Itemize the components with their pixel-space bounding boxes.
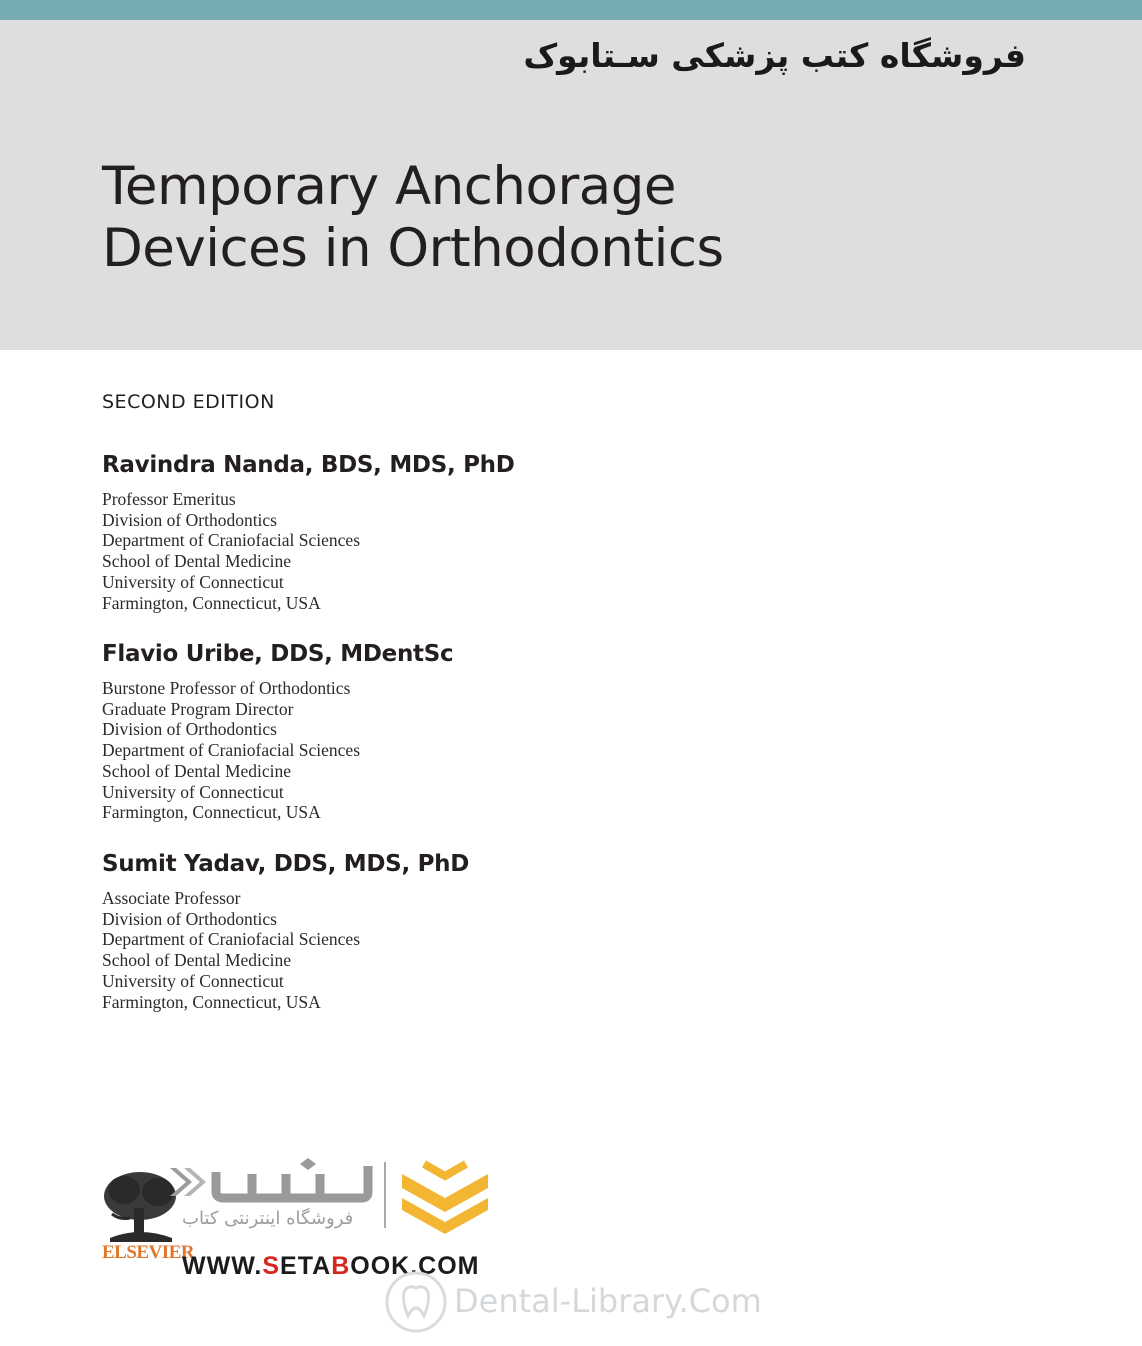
affiliation-line: School of Dental Medicine: [102, 950, 292, 971]
affiliation-line: Division of Orthodontics: [102, 509, 277, 530]
edition-label: SECOND EDITION: [102, 391, 275, 413]
book-title: [102, 156, 724, 280]
setabook-wordmark-icon: [166, 1158, 376, 1208]
affiliation-line: Burstone Professor of Orthodontics: [102, 678, 351, 698]
author-block-3: [102, 850, 469, 1012]
url-part-red: B: [331, 1252, 351, 1280]
affiliation-line: Department of Craniofacial Sciences: [102, 530, 361, 551]
affiliation-line: Division of Orthodontics: [102, 908, 277, 929]
affiliation-line: Associate Professor: [102, 888, 241, 908]
author-block-1: [102, 451, 515, 613]
store-name-persian: فروشگاه کتب پزشکی سـتابوک: [523, 36, 1026, 75]
affiliation-line: Department of Craniofacial Sciences: [102, 740, 361, 761]
author-name: Sumit Yadav, DDS, MDS, PhD: [102, 851, 470, 877]
book-title-line-2: Devices in Orthodontics: [102, 218, 724, 279]
logo-divider: [384, 1162, 386, 1228]
book-title-line-1: Temporary Anchorage: [102, 156, 676, 217]
dental-library-watermark: Dental-Library.Com: [454, 1282, 762, 1320]
url-part-red: S: [262, 1252, 281, 1280]
affiliation-line: Division of Orthodontics: [102, 719, 277, 740]
affiliation-line: University of Connecticut: [102, 970, 284, 991]
author-block-2: [102, 640, 453, 823]
publisher-logo-area: [100, 1158, 520, 1288]
affiliation-line: Professor Emeritus: [102, 489, 236, 509]
affiliation-line: Farmington, Connecticut, USA: [102, 592, 321, 613]
setabook-persian-tagline: فروشگاه اینترنتی کتاب: [182, 1208, 354, 1229]
author-name: Flavio Uribe, DDS, MDentSc: [102, 641, 454, 667]
affiliation-line: Department of Craniofacial Sciences: [102, 929, 361, 950]
top-accent-bar: [0, 0, 1142, 20]
author-affiliation: [102, 678, 453, 823]
elsevier-wordmark: ELSEVIER: [102, 1242, 195, 1263]
url-part: WWW.: [182, 1252, 263, 1280]
affiliation-line: Farmington, Connecticut, USA: [102, 991, 321, 1012]
setabook-book-icon: [396, 1158, 494, 1234]
url-part: OOK.COM: [350, 1252, 480, 1280]
affiliation-line: School of Dental Medicine: [102, 551, 292, 572]
author-name: Ravindra Nanda, BDS, MDS, PhD: [102, 452, 515, 478]
author-affiliation: [102, 888, 469, 1012]
affiliation-line: University of Connecticut: [102, 781, 284, 802]
url-part: ETA: [280, 1252, 332, 1280]
affiliation-line: School of Dental Medicine: [102, 760, 292, 781]
affiliation-line: Graduate Program Director: [102, 698, 294, 719]
affiliation-line: Farmington, Connecticut, USA: [102, 802, 321, 823]
author-affiliation: [102, 489, 515, 613]
affiliation-line: University of Connecticut: [102, 571, 284, 592]
tooth-watermark-icon: [384, 1270, 448, 1334]
